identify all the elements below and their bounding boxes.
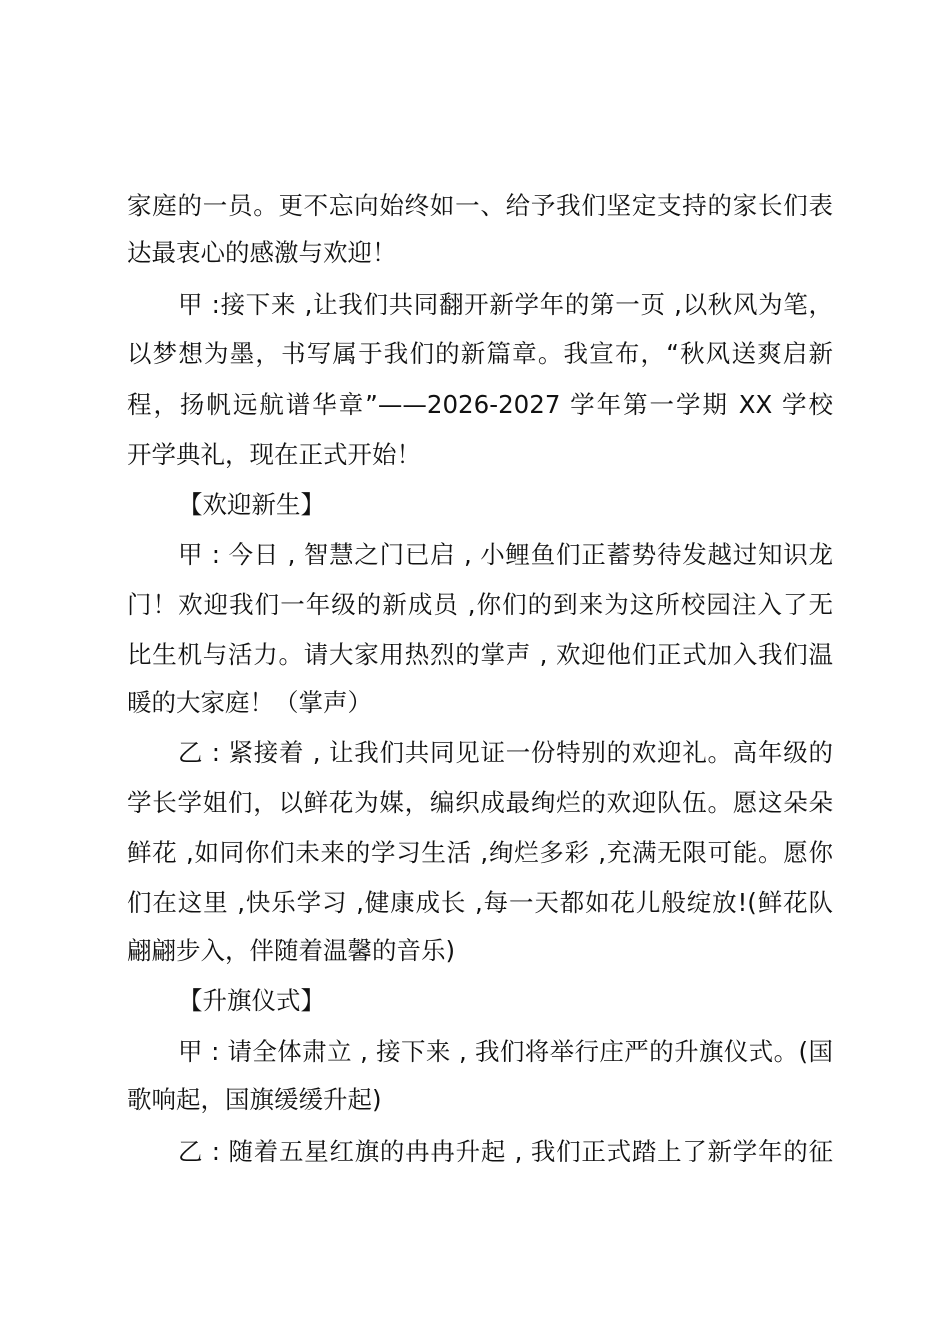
text-line: 歌响起，国旗缓缓升起) xyxy=(127,1085,382,1114)
text-line: 门！欢迎我们一年级的新成员 ,你们的到来为这所校园注入了无 xyxy=(127,590,833,619)
text-line: 甲 : 今日 , 智慧之门已启 , 小鲤鱼们正蓄势待发越过知识龙 xyxy=(178,540,833,569)
text-line: 暖的大家庭！（掌声） xyxy=(127,688,372,717)
text-line: 甲 :接下来 ,让我们共同翻开新学年的第一页 ,以秋风为笔， xyxy=(178,290,833,319)
text-line: 以梦想为墨，书写属于我们的新篇章。我宣布，“秋风送爽启新 xyxy=(127,339,833,368)
text-line: 家庭的一员。更不忘向始终如一、给予我们坚定支持的家长们表 xyxy=(127,191,833,220)
text-line: 比生机与活力。请大家用热烈的掌声 , 欢迎他们正式加入我们温 xyxy=(127,640,833,669)
text-line: 开学典礼，现在正式开始！ xyxy=(127,440,421,469)
section-heading: 【欢迎新生】 xyxy=(178,490,325,519)
text-line: 鲜花 ,如同你们未来的学习生活 ,绚烂多彩 ,充满无限可能。愿你 xyxy=(127,838,833,867)
text-line: 学长学姐们，以鲜花为媒，编织成最绚烂的欢迎队伍。愿这朵朵 xyxy=(127,788,833,817)
text-line: 乙 : 紧接着 , 让我们共同见证一份特别的欢迎礼。高年级的 xyxy=(178,738,833,767)
text-line: 达最衷心的感激与欢迎！ xyxy=(127,238,397,267)
text-line: 们在这里 ,快乐学习 ,健康成长 ,每一天都如花儿般绽放!(鲜花队 xyxy=(127,888,833,917)
text-line: 翩翩步入，伴随着温馨的音乐) xyxy=(127,936,456,965)
text-line: 乙 : 随着五星红旗的冉冉升起 , 我们正式踏上了新学年的征 xyxy=(178,1137,833,1166)
text-line: 甲 : 请全体肃立 , 接下来 , 我们将举行庄严的升旗仪式。(国 xyxy=(178,1037,833,1066)
section-heading: 【升旗仪式】 xyxy=(178,986,325,1015)
text-line: 程，扬帆远航谱华章”——2026-2027 学年第一学期 XX 学校 xyxy=(127,390,833,419)
